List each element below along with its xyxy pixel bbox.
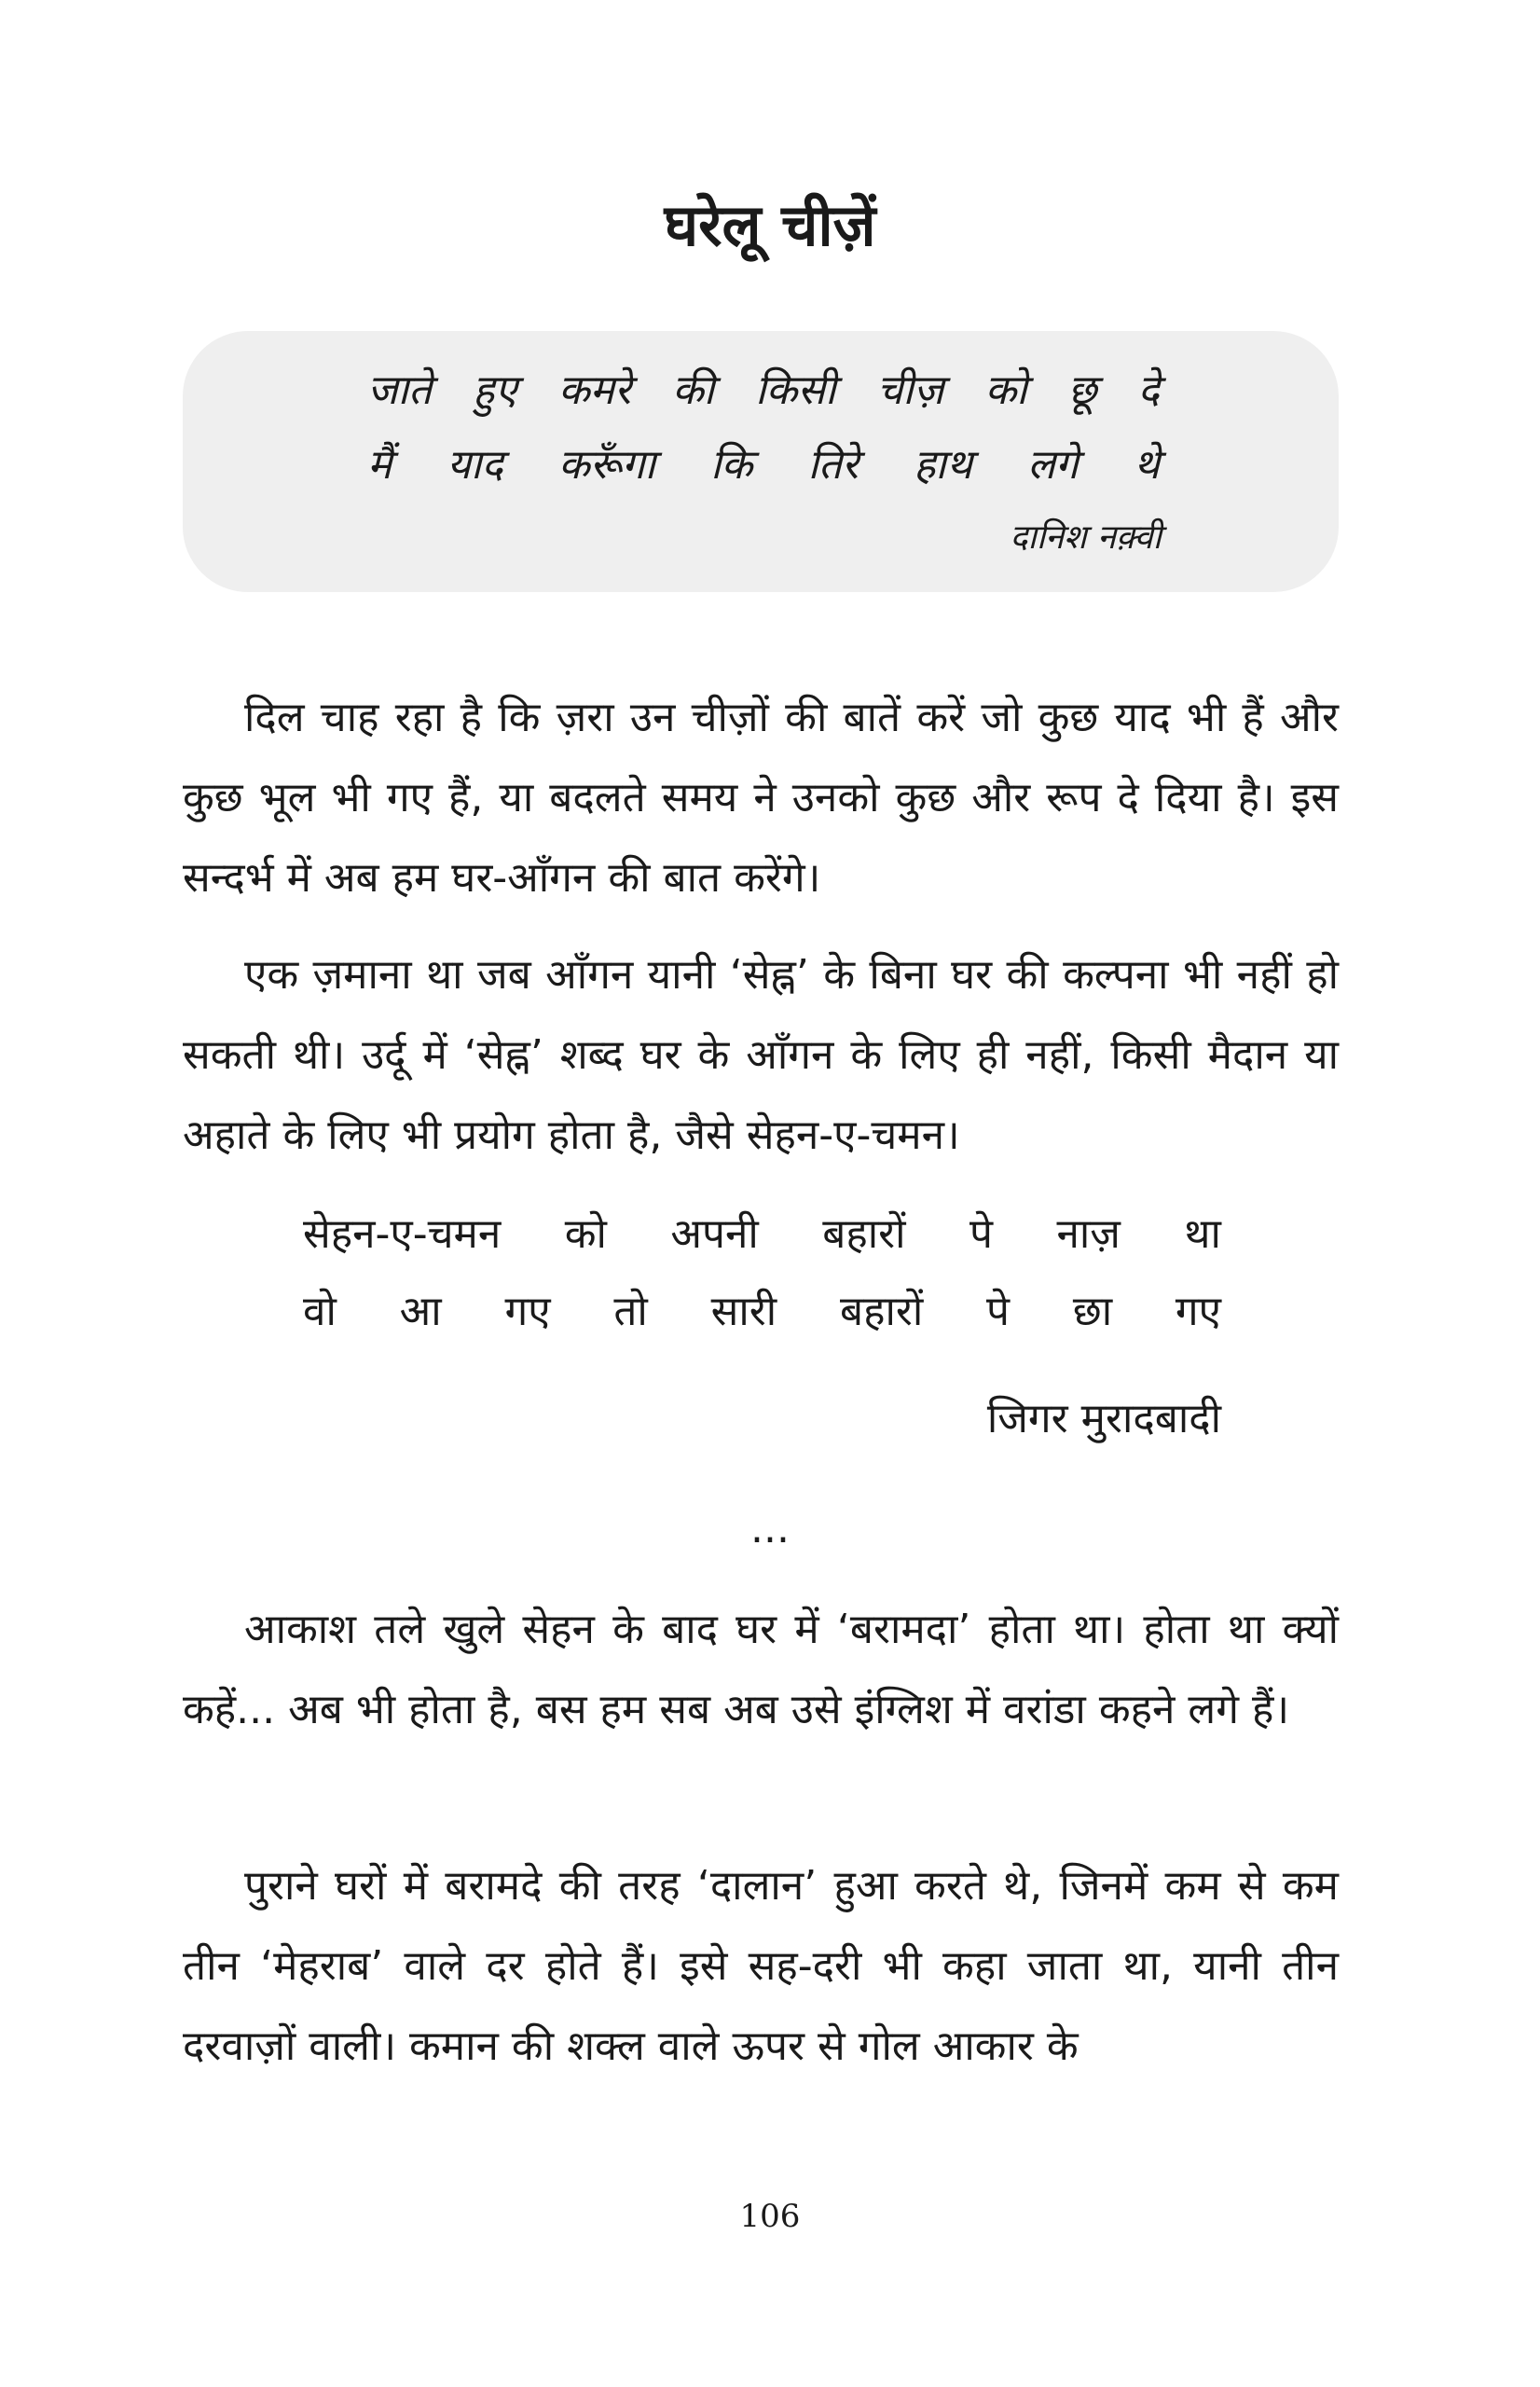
epigraph-word: की: [671, 366, 715, 414]
couplet-line-1: [303, 1210, 1221, 1258]
epigraph-word: दे: [1137, 366, 1160, 414]
couplet-word: अपनी: [670, 1210, 759, 1258]
couplet-word: था: [1184, 1210, 1221, 1258]
couplet-word: गए: [504, 1288, 551, 1335]
couplet-word: नाज़: [1056, 1210, 1121, 1258]
couplet-word: बहारों: [822, 1210, 906, 1258]
couplet-word: आ: [399, 1288, 442, 1335]
epigraph-author: दानिश नक़्वी: [1010, 518, 1162, 557]
epigraph-word: मैं: [367, 441, 392, 489]
epigraph-word: थे: [1133, 441, 1160, 489]
couplet-word: पे: [986, 1288, 1011, 1335]
epigraph-word: चीज़: [876, 366, 944, 414]
couplet-word: बहारों: [839, 1288, 924, 1335]
couplet-author: जिगर मुरादबादी: [986, 1395, 1221, 1442]
epigraph-line-1: [367, 366, 1160, 414]
page-number: 106: [739, 2198, 801, 2235]
couplet-word: सारी: [710, 1288, 777, 1335]
couplet-word: छा: [1072, 1288, 1113, 1335]
epigraph-word: तिरे: [807, 441, 859, 489]
epigraph-word: कमरे: [557, 366, 631, 414]
couplet-word: तो: [613, 1288, 648, 1335]
couplet-word: वो: [303, 1288, 337, 1335]
paragraph-4: पुराने घरों में बरामदे की तरह ‘दालान’ हुआ करते थे, जिनमें कम से कम तीन ‘मेहराब’ वाले दर होते हैं। इसे सह-दरी भी कहा जाता था, यानी तीन दरवाज़ों वाली। कमान की शक्ल वाले ऊपर से गोल आकार के: [183, 1862, 1339, 2070]
couplet-line-2: [303, 1288, 1221, 1335]
paragraph-3: आकाश तले खुले सेहन के बाद घर में ‘बरामदा’ होता था। होता था क्यों कहें... अब भी होता है, बस हम सब अब उसे इंग्लिश में वरांडा कहने लगे हैं।: [183, 1606, 1339, 1733]
epigraph-box: [183, 331, 1339, 592]
epigraph-word: हाथ: [914, 441, 972, 489]
epigraph-word: करूँगा: [557, 441, 655, 489]
couplet-word: को: [564, 1210, 607, 1258]
chapter-title: घरेलू चीज़ें: [664, 191, 876, 259]
epigraph-word: जाते: [367, 366, 433, 414]
paragraph-1: दिल चाह रहा है कि ज़रा उन चीज़ों की बातें करें जो कुछ याद भी हैं और कुछ भूल भी गए हैं, या बदलते समय ने उनको कुछ और रूप दे दिया है। इस सन्दर्भ में अब हम घर-आँगन की बात करेंगे।: [183, 694, 1339, 902]
epigraph-word: लगे: [1027, 441, 1079, 489]
epigraph-word: को: [984, 366, 1027, 414]
epigraph-word: याद: [447, 441, 503, 489]
epigraph-line-2: [367, 441, 1160, 489]
epigraph-word: हुए: [473, 366, 517, 414]
couplet-word: गए: [1175, 1288, 1221, 1335]
section-separator: ...: [750, 1505, 790, 1552]
epigraph-word: किसी: [755, 366, 836, 414]
epigraph-word: कि: [710, 441, 753, 489]
paragraph-2: एक ज़माना था जब आँगन यानी ‘सेह्न’ के बिना घर की कल्पना भी नहीं हो सकती थी। उर्दू में ‘सेह्न’ शब्द घर के आँगन के लिए ही नहीं, किसी मैदान या अहाते के लिए भी प्रयोग होता है, जैसे सेहन-ए-चमन।: [183, 951, 1339, 1159]
epigraph-word: छू: [1067, 366, 1097, 414]
couplet-word: पे: [969, 1210, 994, 1258]
couplet-word: सेहन-ए-चमन: [303, 1210, 502, 1258]
